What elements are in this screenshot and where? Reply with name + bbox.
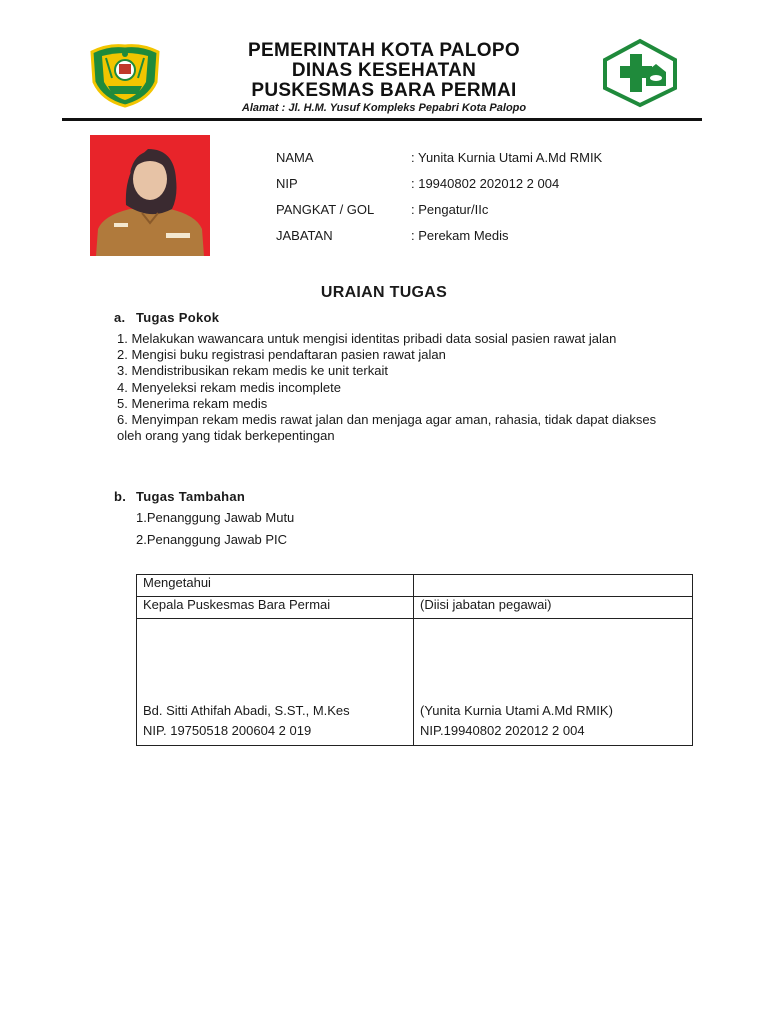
list-item: 2.Penanggung Jawab PIC [136,532,288,547]
header-divider [62,118,702,121]
identity-label-nip: NIP [276,176,298,191]
mengetahui-cell: Mengetahui [137,575,414,597]
document-title: URAIAN TUGAS [320,284,448,301]
left-signature-cell [137,619,414,746]
left-signer-nip: NIP. 19750518 200604 2 019 [143,723,312,738]
list-item: 4. Menyeleksi rekam medis incomplete [117,379,341,395]
identity-value-jabatan: : Perekam Medis [411,228,509,243]
list-item: 3. Mendistribusikan rekam medis ke unit terkait [117,363,388,379]
puskesmas-logo [600,38,680,108]
header-department: DINAS KESEHATAN [291,60,477,81]
duty-list [117,331,677,444]
left-signer-name: Bd. Sitti Athifah Abadi, S.ST., M.Kes [143,703,350,718]
right-signature-cell [414,619,693,746]
health-cross-icon [600,38,680,108]
header-government: PEMERINTAH KOTA PALOPO [248,40,520,61]
identity-label-jabatan: JABATAN [276,228,333,243]
signature-space [420,619,686,701]
section-heading-tugas-tambahan [114,489,245,504]
list-item: 1. Melakukan wawancara untuk mengisi identitas pribadi data sosial pasien rawat jalan [117,331,617,346]
identity-label-pangkat: PANGKAT / GOL [276,202,375,217]
employee-photo [90,135,210,256]
left-position-cell: Kepala Puskesmas Bara Permai [137,597,414,619]
section-title: Tugas Tambahan [136,489,246,504]
list-item: 1.Penanggung Jawab Mutu [136,510,295,525]
signature-space [143,619,407,701]
header-address: Alamat : Jl. H.M. Yusuf Kompleks Pepabri Kota Palopo [241,102,527,114]
list-item: 2. Mengisi buku registrasi pendaftaran pasien rawat jalan [117,347,446,363]
empty-cell [414,575,693,597]
header-puskesmas: PUSKESMAS BARA PERMAI [251,80,517,101]
list-item: 5. Menerima rekam medis [117,395,268,411]
signature-table [136,574,693,746]
identity-value-nama: : Yunita Kurnia Utami A.Md RMIK [411,150,603,165]
list-item: 6. Menyimpan rekam medis rawat jalan dan menjaga agar aman, rahasia, tidak dapat diakses oleh orang yang tidak berkepentingan [117,412,657,444]
identity-value-nip: : 19940802 202012 2 004 [411,176,560,191]
section-letter: b. [114,489,127,504]
section-letter: a. [114,310,126,325]
right-signer-name: (Yunita Kurnia Utami A.Md RMIK) [420,703,613,718]
section-title: Tugas Pokok [136,310,220,325]
right-position-cell: (Diisi jabatan pegawai) [414,597,693,619]
portrait-image [90,135,210,256]
right-signer-nip: NIP.19940802 202012 2 004 [420,723,585,738]
identity-label-nama: NAMA [276,150,314,165]
identity-value-pangkat: : Pengatur/IIc [411,202,489,217]
section-heading-tugas-pokok [114,310,219,325]
